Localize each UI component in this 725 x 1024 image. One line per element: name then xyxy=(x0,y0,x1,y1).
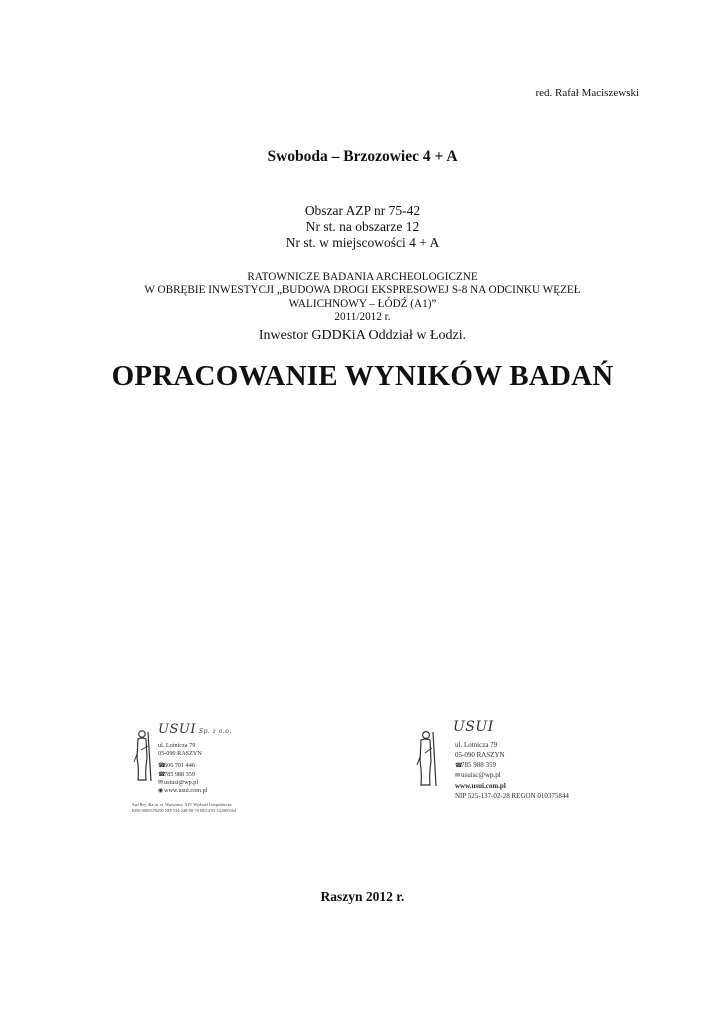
stamp-right-ids: NIP 525-137-02-28 REGON 010375844 xyxy=(455,791,569,800)
site-title: Swoboda – Brzozowiec 4 + A xyxy=(267,148,458,165)
stamp-right-web: www.usui.com.pl xyxy=(455,782,506,791)
phone-icon: ☎ xyxy=(158,763,166,770)
stamp-left-web-row xyxy=(158,787,207,795)
project-line-1: RATOWNICZE BADANIA ARCHEOLOGICZNE xyxy=(247,271,478,283)
stamp-left-details xyxy=(158,742,207,795)
stamp-right-email-row xyxy=(455,771,569,782)
stamp-right-address-1: ul. Lotnicza 79 xyxy=(455,741,498,749)
stamp-left-phone-1: 606 701 446 xyxy=(164,762,195,770)
area-number: Nr st. na obszarze 12 xyxy=(305,219,420,234)
stamp-right-email: usuisc@wp.pl xyxy=(461,771,501,780)
azp-area: Obszar AZP nr 75-42 xyxy=(304,203,421,218)
stamp-right-address-2: 05-090 RASZYN xyxy=(455,750,505,759)
stamp-left-brand xyxy=(158,722,232,737)
stamp-left-phone-2: 785 988 359 xyxy=(164,770,195,778)
place-and-date: Raszyn 2012 r. xyxy=(320,889,405,904)
mail-icon: ✉ xyxy=(158,779,164,786)
stamp-left-fine-1: Sąd Rej. dla m. st. Warszawy XIV Wydział Gospodarczy xyxy=(132,802,232,807)
stamp-left-fine-2: KRS 0000370250 NIP 534-248-08-70 REGON 142800364 xyxy=(132,807,237,813)
locality-number: Nr st. w miejscowości 4 + A xyxy=(285,235,440,250)
stamp-right-phone: 785 988 359 xyxy=(461,760,496,769)
main-heading: OPRACOWANIE WYNIKÓW BADAŃ xyxy=(111,360,614,392)
editor-credit: red. Rafał Maciszewski xyxy=(535,87,639,99)
stamp-left-phone-2-row xyxy=(158,771,207,779)
stamp-left-brand-suffix: Sp. z o.o. xyxy=(198,728,232,735)
stamp-right-details xyxy=(455,741,569,802)
pilgrim-figure-icon xyxy=(415,729,437,787)
stamp-left-email-row xyxy=(158,779,207,787)
investor-line: Inwestor GDDKiA Oddział w Łodzi. xyxy=(258,328,467,343)
project-description xyxy=(0,271,725,325)
stamp-left-address-2: 05-090 RASZYN xyxy=(158,750,202,758)
phone-icon: ☎ xyxy=(158,771,166,778)
stamp-left-email: usiusi@wp.pl xyxy=(164,778,199,786)
stamp-right-phone-row xyxy=(455,761,569,772)
project-line-2: W OBRĘBIE INWESTYCJI „BUDOWA DROGI EKSPRESOWEJ S-8 NA ODCINKU WĘZEŁ xyxy=(144,284,581,297)
stamp-left-phone-1-row xyxy=(158,762,207,770)
site-identifiers xyxy=(0,203,725,251)
stamp-left-address-1: ul. Lotnicza 79 xyxy=(158,742,196,749)
stamp-left-registry xyxy=(132,802,236,813)
project-years: 2011/2012 r. xyxy=(334,311,391,324)
company-stamp-left xyxy=(132,722,292,824)
web-icon: ◉ xyxy=(158,788,164,795)
project-line-3: WALICHNOWY – ŁÓDŹ (A1)” xyxy=(288,297,437,310)
stamp-right-brand: USUI xyxy=(453,719,494,735)
phone-icon: ☎ xyxy=(455,762,463,769)
company-stamp-right xyxy=(415,719,595,809)
stamp-left-web: www.usui.com.pl xyxy=(164,787,208,795)
mail-icon: ✉ xyxy=(455,773,461,780)
pilgrim-figure-icon xyxy=(132,728,152,782)
stamp-left-brand-name: USUI xyxy=(158,722,196,737)
